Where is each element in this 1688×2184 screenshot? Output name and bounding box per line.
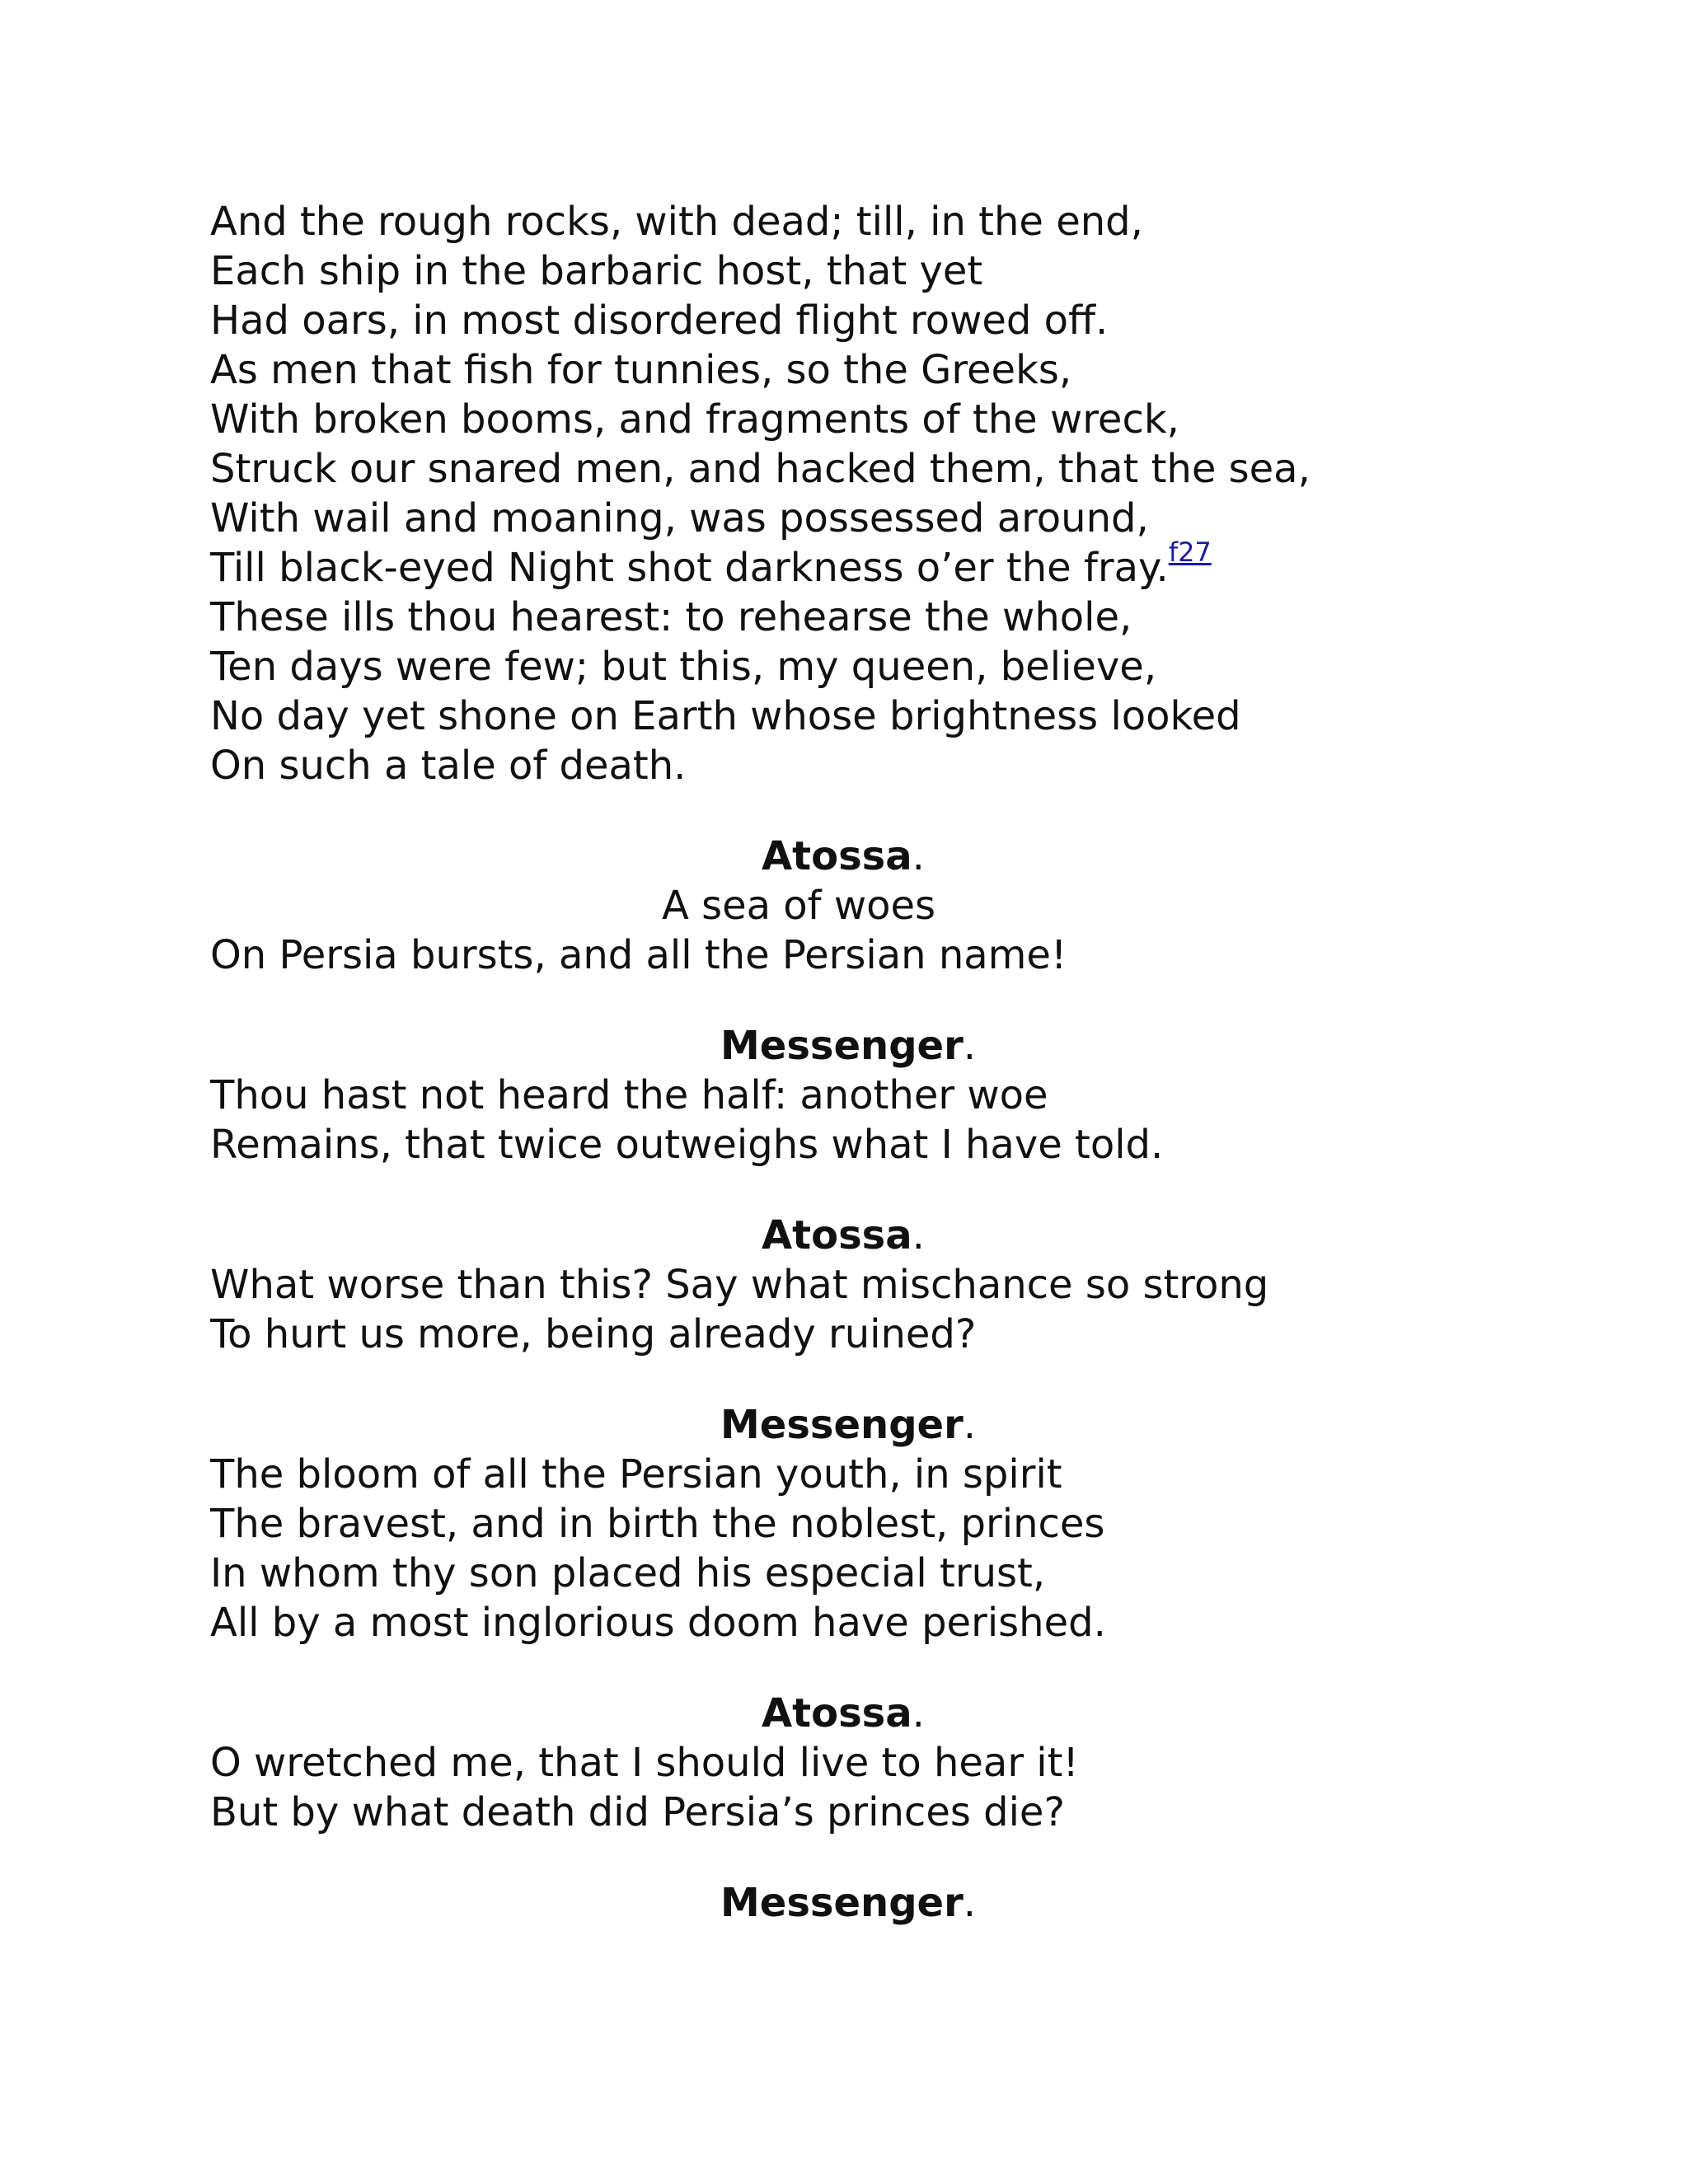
narrative-passage [210, 197, 1529, 790]
verse-line: With broken booms, and fragments of the wreck, [210, 396, 1179, 443]
play-text [210, 197, 1529, 1928]
speaker-punct: . [912, 1690, 925, 1736]
verse-line-with-footnote [210, 537, 1529, 593]
verse-line: These ills thou hearest: to rehearse the whole, [210, 594, 1132, 640]
speaker-heading [210, 1400, 1529, 1450]
speaker-punct: . [912, 1212, 925, 1258]
speaker-punct: . [963, 1402, 977, 1448]
verse-line: The bloom of all the Persian youth, in spirit [210, 1451, 1062, 1497]
verse-line: A sea of woes [662, 883, 935, 929]
speaker-punct: . [963, 1880, 977, 1926]
verse-line: No day yet shone on Earth whose brightness looked [210, 693, 1241, 739]
verse-line: On Persia bursts, and all the Persian name! [210, 932, 1067, 978]
speaker-heading [210, 1211, 1529, 1260]
verse-line: O wretched me, that I should live to hear it! [210, 1740, 1079, 1786]
verse-line: Ten days were few; but this, my queen, believe, [210, 644, 1157, 690]
speaker-punct: . [963, 1023, 977, 1069]
speaker-name: Messenger [720, 1880, 964, 1926]
speaker-heading [210, 832, 1529, 881]
footnote-link[interactable]: f27 [1168, 537, 1212, 568]
speaker-name: Atossa [762, 833, 912, 879]
verse-line: What worse than this? Say what mischance so strong [210, 1262, 1269, 1308]
speech-messenger-1 [210, 1021, 1529, 1169]
speaker-punct: . [912, 833, 925, 879]
speech-messenger-3 [210, 1878, 1529, 1928]
speaker-heading [210, 1021, 1529, 1071]
verse-line: On such a tale of death. [210, 743, 687, 789]
speaker-name: Messenger [720, 1402, 964, 1448]
speech-atossa-2 [210, 1211, 1529, 1359]
speech-atossa-1 [210, 832, 1529, 980]
verse-line: But by what death did Persia’s princes die? [210, 1789, 1065, 1835]
verse-line: Each ship in the barbaric host, that yet [210, 248, 983, 294]
verse-line: All by a most inglorious doom have perished. [210, 1600, 1106, 1646]
verse-line: With wail and moaning, was possessed around, [210, 495, 1149, 541]
verse-line: Struck our snared men, and hacked them, that the sea, [210, 446, 1311, 492]
verse-line: And the rough rocks, with dead; till, in the end, [210, 199, 1143, 245]
verse-line-text: Till black-eyed Night shot darkness o’er the fray. [210, 545, 1169, 591]
verse-line: Had oars, in most disordered flight rowed off. [210, 298, 1109, 344]
verse-line: Thou hast not heard the half: another woe [210, 1072, 1048, 1118]
speaker-name: Atossa [762, 1690, 912, 1736]
verse-line: Remains, that twice outweighs what I have told. [210, 1122, 1164, 1168]
verse-line: In whom thy son placed his especial trust, [210, 1550, 1046, 1596]
verse-line: To hurt us more, being already ruined? [210, 1311, 977, 1357]
verse-line: The bravest, and in birth the noblest, princes [210, 1501, 1105, 1547]
verse-line: As men that fish for tunnies, so the Greeks, [210, 347, 1072, 393]
speech-messenger-2 [210, 1400, 1529, 1647]
speaker-name: Atossa [762, 1212, 912, 1258]
speech-atossa-3 [210, 1689, 1529, 1837]
speaker-name: Messenger [720, 1023, 964, 1069]
speaker-heading [210, 1689, 1529, 1738]
speaker-heading [210, 1878, 1529, 1928]
